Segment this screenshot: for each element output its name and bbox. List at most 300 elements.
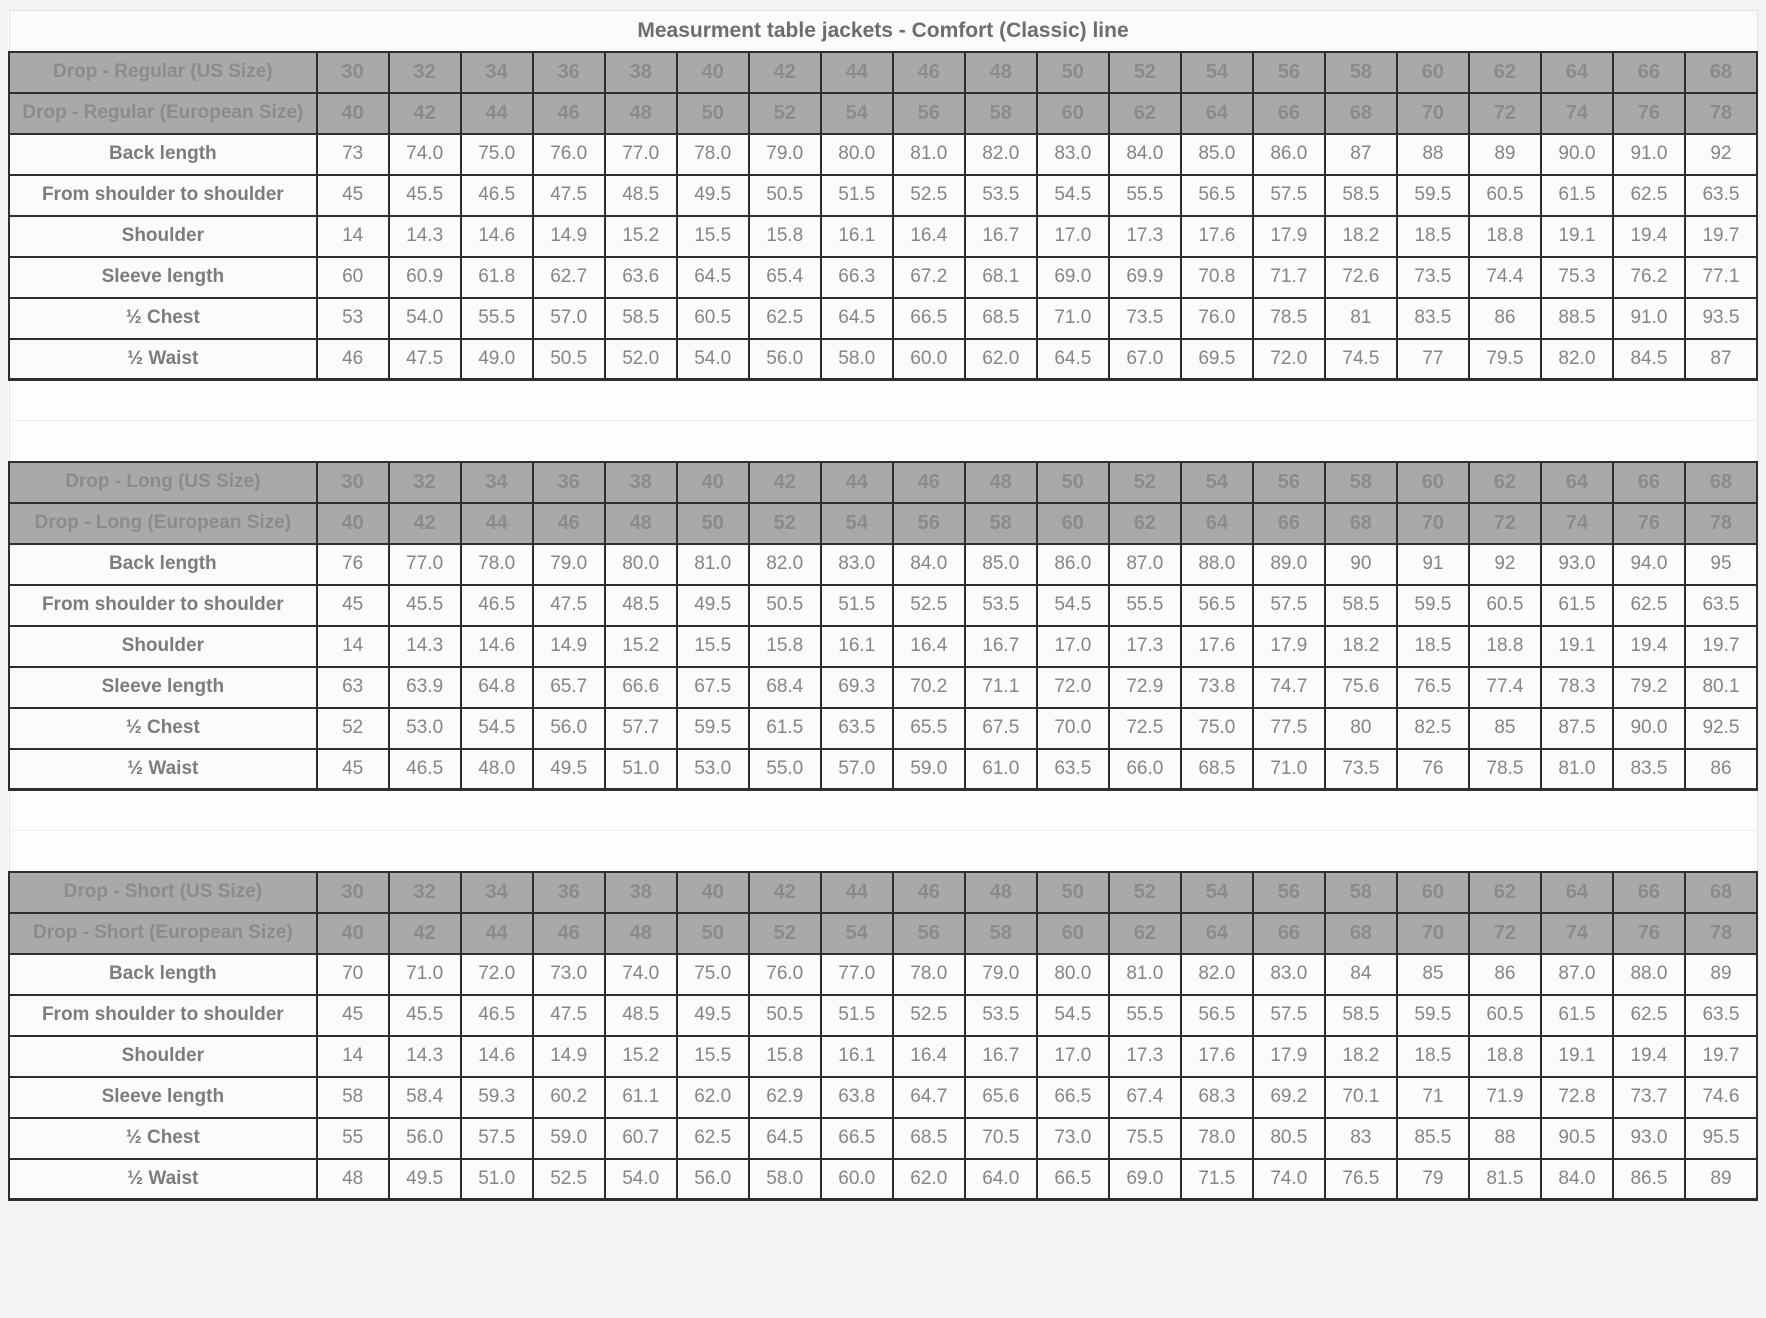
measurement-row-label: Back length bbox=[9, 134, 317, 175]
measurement-cell: 49.0 bbox=[461, 339, 533, 380]
measurement-row bbox=[9, 995, 1757, 1036]
measurement-cell: 61.8 bbox=[461, 257, 533, 298]
measurement-cell: 57.7 bbox=[605, 708, 677, 749]
measurement-cell: 14.3 bbox=[389, 626, 461, 667]
measurement-cell: 63.6 bbox=[605, 257, 677, 298]
measurement-cell: 62.7 bbox=[533, 257, 605, 298]
measurement-cell: 60.5 bbox=[1469, 175, 1541, 216]
measurement-cell: 78.0 bbox=[1181, 1118, 1253, 1159]
measurement-cell: 88.5 bbox=[1541, 298, 1613, 339]
us-size-header-cell: 62 bbox=[1469, 462, 1541, 503]
measurement-cell: 60.5 bbox=[677, 298, 749, 339]
measurement-cell: 79.5 bbox=[1469, 339, 1541, 380]
measurement-cell: 18.2 bbox=[1325, 626, 1397, 667]
measurement-cell: 62.0 bbox=[965, 339, 1037, 380]
us-size-header-cell: 56 bbox=[1253, 462, 1325, 503]
measurement-cell: 15.2 bbox=[605, 626, 677, 667]
measurement-cell: 77.5 bbox=[1253, 708, 1325, 749]
measurement-cell: 60.5 bbox=[1469, 585, 1541, 626]
measurement-cell: 84.0 bbox=[893, 544, 965, 585]
measurement-cell: 17.9 bbox=[1253, 216, 1325, 257]
measurement-cell: 85 bbox=[1469, 708, 1541, 749]
eu-size-header-cell: 50 bbox=[677, 93, 749, 134]
measurement-cell: 74.0 bbox=[605, 954, 677, 995]
measurement-cell: 19.7 bbox=[1685, 1036, 1757, 1077]
eu-size-header-cell: 60 bbox=[1037, 503, 1109, 544]
eu-size-header-cell: 40 bbox=[317, 913, 389, 954]
eu-size-header-cell: 78 bbox=[1685, 503, 1757, 544]
measurement-cell: 72.8 bbox=[1541, 1077, 1613, 1118]
measurement-cell: 16.7 bbox=[965, 216, 1037, 257]
measurement-cell: 56.5 bbox=[1181, 175, 1253, 216]
measurement-cell: 16.4 bbox=[893, 1036, 965, 1077]
measurement-cell: 77.1 bbox=[1685, 257, 1757, 298]
us-size-header-cell: 48 bbox=[965, 872, 1037, 913]
eu-size-header-cell: 54 bbox=[821, 503, 893, 544]
section-spacer-row bbox=[9, 380, 1757, 421]
us-size-header-row bbox=[9, 462, 1757, 503]
eu-size-header-cell: 42 bbox=[389, 93, 461, 134]
us-size-header-cell: 44 bbox=[821, 872, 893, 913]
measurement-cell: 68.5 bbox=[965, 298, 1037, 339]
measurement-cell: 71.0 bbox=[1253, 749, 1325, 790]
measurement-cell: 19.4 bbox=[1613, 626, 1685, 667]
measurement-cell: 83.5 bbox=[1613, 749, 1685, 790]
us-size-header-cell: 50 bbox=[1037, 52, 1109, 93]
us-size-header-cell: 54 bbox=[1181, 462, 1253, 503]
eu-size-header-cell: 64 bbox=[1181, 93, 1253, 134]
measurement-cell: 72.0 bbox=[461, 954, 533, 995]
measurement-cell: 74.7 bbox=[1253, 667, 1325, 708]
measurement-cell: 82.0 bbox=[749, 544, 821, 585]
measurement-row bbox=[9, 954, 1757, 995]
measurement-cell: 95 bbox=[1685, 544, 1757, 585]
measurement-cell: 50.5 bbox=[749, 585, 821, 626]
measurement-row bbox=[9, 749, 1757, 790]
us-size-header-cell: 34 bbox=[461, 462, 533, 503]
measurement-cell: 80.1 bbox=[1685, 667, 1757, 708]
measurement-cell: 57.5 bbox=[1253, 175, 1325, 216]
measurement-cell: 84.5 bbox=[1613, 339, 1685, 380]
measurement-cell: 45 bbox=[317, 995, 389, 1036]
eu-size-header-cell: 74 bbox=[1541, 93, 1613, 134]
section-spacer bbox=[9, 380, 1757, 421]
us-size-header-cell: 56 bbox=[1253, 52, 1325, 93]
eu-size-header-cell: 74 bbox=[1541, 503, 1613, 544]
measurement-cell: 72.5 bbox=[1109, 708, 1181, 749]
eu-size-header-row bbox=[9, 503, 1757, 544]
us-size-header-cell: 62 bbox=[1469, 52, 1541, 93]
measurement-cell: 64.0 bbox=[965, 1159, 1037, 1200]
measurement-cell: 67.2 bbox=[893, 257, 965, 298]
measurement-cell: 67.0 bbox=[1109, 339, 1181, 380]
measurement-cell: 17.6 bbox=[1181, 626, 1253, 667]
eu-size-header-cell: 52 bbox=[749, 913, 821, 954]
measurement-cell: 15.5 bbox=[677, 216, 749, 257]
measurement-cell: 67.5 bbox=[965, 708, 1037, 749]
eu-size-header-cell: 78 bbox=[1685, 93, 1757, 134]
measurement-cell: 74.0 bbox=[389, 134, 461, 175]
eu-size-header-cell: 46 bbox=[533, 503, 605, 544]
measurement-cell: 56.0 bbox=[533, 708, 605, 749]
measurement-cell: 14.9 bbox=[533, 1036, 605, 1077]
measurement-cell: 45 bbox=[317, 585, 389, 626]
measurement-cell: 15.2 bbox=[605, 1036, 677, 1077]
measurement-cell: 60.9 bbox=[389, 257, 461, 298]
eu-size-header-cell: 72 bbox=[1469, 503, 1541, 544]
measurement-cell: 55.5 bbox=[1109, 585, 1181, 626]
eu-size-header-cell: 56 bbox=[893, 503, 965, 544]
measurement-cell: 18.5 bbox=[1397, 626, 1469, 667]
measurement-cell: 16.1 bbox=[821, 626, 893, 667]
measurement-cell: 15.5 bbox=[677, 1036, 749, 1077]
measurement-cell: 70.0 bbox=[1037, 708, 1109, 749]
measurement-cell: 18.5 bbox=[1397, 216, 1469, 257]
us-size-header-cell: 34 bbox=[461, 52, 533, 93]
eu-size-header-label: Drop - Long (European Size) bbox=[9, 503, 317, 544]
measurement-cell: 61.5 bbox=[1541, 995, 1613, 1036]
measurement-cell: 55 bbox=[317, 1118, 389, 1159]
measurement-cell: 71.9 bbox=[1469, 1077, 1541, 1118]
measurement-cell: 64.8 bbox=[461, 667, 533, 708]
measurement-cell: 89 bbox=[1685, 1159, 1757, 1200]
measurement-cell: 90.0 bbox=[1541, 134, 1613, 175]
measurement-row bbox=[9, 585, 1757, 626]
measurement-cell: 14.9 bbox=[533, 216, 605, 257]
eu-size-header-cell: 66 bbox=[1253, 503, 1325, 544]
measurement-cell: 57.5 bbox=[1253, 585, 1325, 626]
measurement-cell: 54.5 bbox=[1037, 995, 1109, 1036]
measurement-cell: 86 bbox=[1469, 954, 1541, 995]
us-size-header-cell: 40 bbox=[677, 52, 749, 93]
us-size-header-cell: 50 bbox=[1037, 872, 1109, 913]
measurement-cell: 75.0 bbox=[677, 954, 749, 995]
measurement-row-label: ½ Chest bbox=[9, 298, 317, 339]
eu-size-header-cell: 72 bbox=[1469, 913, 1541, 954]
measurement-cell: 86 bbox=[1685, 749, 1757, 790]
us-size-header-cell: 48 bbox=[965, 462, 1037, 503]
measurement-cell: 62.0 bbox=[677, 1077, 749, 1118]
us-size-header-cell: 54 bbox=[1181, 52, 1253, 93]
eu-size-header-cell: 56 bbox=[893, 913, 965, 954]
eu-size-header-cell: 58 bbox=[965, 913, 1037, 954]
measurement-cell: 65.4 bbox=[749, 257, 821, 298]
measurement-cell: 15.8 bbox=[749, 626, 821, 667]
us-size-header-cell: 40 bbox=[677, 462, 749, 503]
measurement-cell: 61.5 bbox=[749, 708, 821, 749]
eu-size-header-cell: 52 bbox=[749, 93, 821, 134]
measurement-cell: 62.5 bbox=[749, 298, 821, 339]
measurement-cell: 54.5 bbox=[1037, 585, 1109, 626]
us-size-header-cell: 64 bbox=[1541, 52, 1613, 93]
measurement-cell: 69.0 bbox=[1037, 257, 1109, 298]
measurement-cell: 74.0 bbox=[1253, 1159, 1325, 1200]
measurement-cell: 91.0 bbox=[1613, 298, 1685, 339]
measurement-cell: 17.0 bbox=[1037, 1036, 1109, 1077]
measurement-row bbox=[9, 298, 1757, 339]
measurement-cell: 90.0 bbox=[1613, 708, 1685, 749]
measurement-cell: 62.5 bbox=[1613, 585, 1685, 626]
section-spacer bbox=[9, 831, 1757, 872]
measurement-cell: 19.1 bbox=[1541, 626, 1613, 667]
us-size-header-cell: 60 bbox=[1397, 52, 1469, 93]
measurement-row bbox=[9, 175, 1757, 216]
measurement-cell: 62.5 bbox=[677, 1118, 749, 1159]
measurement-cell: 76.0 bbox=[533, 134, 605, 175]
eu-size-header-cell: 70 bbox=[1397, 503, 1469, 544]
measurement-cell: 16.7 bbox=[965, 626, 1037, 667]
measurement-row bbox=[9, 1036, 1757, 1077]
measurement-cell: 82.0 bbox=[965, 134, 1037, 175]
us-size-header-cell: 36 bbox=[533, 872, 605, 913]
measurement-cell: 88.0 bbox=[1613, 954, 1685, 995]
measurement-cell: 63 bbox=[317, 667, 389, 708]
measurement-cell: 89 bbox=[1685, 954, 1757, 995]
section-spacer bbox=[9, 421, 1757, 462]
measurement-cell: 74.6 bbox=[1685, 1077, 1757, 1118]
measurement-cell: 64.5 bbox=[749, 1118, 821, 1159]
measurement-table bbox=[8, 10, 1758, 1201]
measurement-row bbox=[9, 1159, 1757, 1200]
measurement-cell: 16.4 bbox=[893, 626, 965, 667]
eu-size-header-label: Drop - Regular (European Size) bbox=[9, 93, 317, 134]
measurement-cell: 58.5 bbox=[1325, 175, 1397, 216]
measurement-cell: 49.5 bbox=[533, 749, 605, 790]
measurement-row-label: Shoulder bbox=[9, 216, 317, 257]
measurement-cell: 18.2 bbox=[1325, 216, 1397, 257]
us-size-header-cell: 42 bbox=[749, 872, 821, 913]
measurement-cell: 19.4 bbox=[1613, 216, 1685, 257]
us-size-header-cell: 38 bbox=[605, 52, 677, 93]
measurement-cell: 78.5 bbox=[1469, 749, 1541, 790]
measurement-cell: 51.5 bbox=[821, 995, 893, 1036]
measurement-cell: 75.0 bbox=[1181, 708, 1253, 749]
measurement-cell: 61.5 bbox=[1541, 585, 1613, 626]
measurement-cell: 72.0 bbox=[1037, 667, 1109, 708]
measurement-cell: 79.0 bbox=[965, 954, 1037, 995]
measurement-row bbox=[9, 544, 1757, 585]
title-row bbox=[9, 11, 1757, 52]
measurement-cell: 58 bbox=[317, 1077, 389, 1118]
measurement-cell: 75.5 bbox=[1109, 1118, 1181, 1159]
measurement-cell: 64.5 bbox=[1037, 339, 1109, 380]
measurement-cell: 81.0 bbox=[1109, 954, 1181, 995]
eu-size-header-cell: 42 bbox=[389, 503, 461, 544]
measurement-cell: 61.0 bbox=[965, 749, 1037, 790]
measurement-cell: 87.0 bbox=[1109, 544, 1181, 585]
measurement-cell: 17.6 bbox=[1181, 1036, 1253, 1077]
measurement-cell: 70.2 bbox=[893, 667, 965, 708]
us-size-header-cell: 42 bbox=[749, 462, 821, 503]
eu-size-header-cell: 72 bbox=[1469, 93, 1541, 134]
measurement-cell: 69.0 bbox=[1109, 1159, 1181, 1200]
measurement-row-label: Shoulder bbox=[9, 626, 317, 667]
measurement-cell: 48 bbox=[317, 1159, 389, 1200]
eu-size-header-cell: 62 bbox=[1109, 93, 1181, 134]
measurement-cell: 91 bbox=[1397, 544, 1469, 585]
eu-size-header-cell: 56 bbox=[893, 93, 965, 134]
measurement-cell: 66.0 bbox=[1109, 749, 1181, 790]
measurement-cell: 63.5 bbox=[1685, 995, 1757, 1036]
measurement-cell: 63.5 bbox=[1037, 749, 1109, 790]
measurement-cell: 18.8 bbox=[1469, 1036, 1541, 1077]
measurement-cell: 14 bbox=[317, 626, 389, 667]
eu-size-header-label: Drop - Short (European Size) bbox=[9, 913, 317, 954]
measurement-cell: 74.5 bbox=[1325, 339, 1397, 380]
measurement-cell: 53.0 bbox=[677, 749, 749, 790]
measurement-cell: 46.5 bbox=[461, 585, 533, 626]
us-size-header-cell: 50 bbox=[1037, 462, 1109, 503]
measurement-cell: 46.5 bbox=[461, 995, 533, 1036]
measurement-cell: 17.9 bbox=[1253, 626, 1325, 667]
measurement-row-label: From shoulder to shoulder bbox=[9, 585, 317, 626]
us-size-header-cell: 42 bbox=[749, 52, 821, 93]
measurement-cell: 45.5 bbox=[389, 995, 461, 1036]
measurement-cell: 80.5 bbox=[1253, 1118, 1325, 1159]
eu-size-header-cell: 76 bbox=[1613, 503, 1685, 544]
measurement-cell: 49.5 bbox=[677, 995, 749, 1036]
measurement-cell: 17.0 bbox=[1037, 626, 1109, 667]
us-size-header-cell: 58 bbox=[1325, 462, 1397, 503]
eu-size-header-cell: 48 bbox=[605, 93, 677, 134]
us-size-header-cell: 66 bbox=[1613, 462, 1685, 503]
measurement-cell: 57.0 bbox=[821, 749, 893, 790]
measurement-cell: 50.5 bbox=[533, 339, 605, 380]
measurement-cell: 72.6 bbox=[1325, 257, 1397, 298]
measurement-cell: 58.5 bbox=[605, 298, 677, 339]
measurement-cell: 74.4 bbox=[1469, 257, 1541, 298]
measurement-row bbox=[9, 257, 1757, 298]
measurement-cell: 71.1 bbox=[965, 667, 1037, 708]
measurement-cell: 54.5 bbox=[461, 708, 533, 749]
measurement-cell: 45 bbox=[317, 175, 389, 216]
measurement-cell: 63.8 bbox=[821, 1077, 893, 1118]
measurement-cell: 86 bbox=[1469, 298, 1541, 339]
measurement-cell: 18.2 bbox=[1325, 1036, 1397, 1077]
measurement-cell: 88.0 bbox=[1181, 544, 1253, 585]
measurement-cell: 79.0 bbox=[749, 134, 821, 175]
eu-size-header-cell: 74 bbox=[1541, 913, 1613, 954]
us-size-header-cell: 32 bbox=[389, 462, 461, 503]
eu-size-header-cell: 66 bbox=[1253, 913, 1325, 954]
measurement-cell: 48.5 bbox=[605, 175, 677, 216]
eu-size-header-cell: 42 bbox=[389, 913, 461, 954]
measurement-cell: 15.8 bbox=[749, 216, 821, 257]
us-size-header-cell: 46 bbox=[893, 872, 965, 913]
measurement-cell: 71.0 bbox=[389, 954, 461, 995]
measurement-cell: 93.5 bbox=[1685, 298, 1757, 339]
measurement-cell: 54.0 bbox=[389, 298, 461, 339]
us-size-header-cell: 30 bbox=[317, 52, 389, 93]
measurement-cell: 59.5 bbox=[1397, 995, 1469, 1036]
measurement-cell: 95.5 bbox=[1685, 1118, 1757, 1159]
table-title: Measurment table jackets - Comfort (Classic) line bbox=[9, 11, 1757, 52]
measurement-cell: 56.0 bbox=[749, 339, 821, 380]
measurement-row bbox=[9, 667, 1757, 708]
measurement-cell: 85 bbox=[1397, 954, 1469, 995]
measurement-cell: 46.5 bbox=[461, 175, 533, 216]
measurement-cell: 63.9 bbox=[389, 667, 461, 708]
measurement-cell: 47.5 bbox=[389, 339, 461, 380]
measurement-cell: 53.5 bbox=[965, 175, 1037, 216]
section-spacer-row bbox=[9, 831, 1757, 872]
measurement-cell: 14.3 bbox=[389, 216, 461, 257]
measurement-row-label: From shoulder to shoulder bbox=[9, 995, 317, 1036]
measurement-cell: 93.0 bbox=[1541, 544, 1613, 585]
measurement-cell: 49.5 bbox=[389, 1159, 461, 1200]
us-size-header-label: Drop - Long (US Size) bbox=[9, 462, 317, 503]
section-spacer-row bbox=[9, 790, 1757, 831]
measurement-cell: 17.9 bbox=[1253, 1036, 1325, 1077]
us-size-header-cell: 56 bbox=[1253, 872, 1325, 913]
measurement-cell: 71.5 bbox=[1181, 1159, 1253, 1200]
measurement-cell: 66.5 bbox=[1037, 1077, 1109, 1118]
us-size-header-cell: 60 bbox=[1397, 872, 1469, 913]
measurement-cell: 78.0 bbox=[893, 954, 965, 995]
measurement-cell: 71.7 bbox=[1253, 257, 1325, 298]
measurement-cell: 77.0 bbox=[389, 544, 461, 585]
eu-size-header-cell: 54 bbox=[821, 913, 893, 954]
measurement-cell: 72.0 bbox=[1253, 339, 1325, 380]
measurement-cell: 58.0 bbox=[821, 339, 893, 380]
measurement-cell: 56.0 bbox=[677, 1159, 749, 1200]
measurement-cell: 66.3 bbox=[821, 257, 893, 298]
measurement-cell: 54.5 bbox=[1037, 175, 1109, 216]
measurement-cell: 73.5 bbox=[1397, 257, 1469, 298]
measurement-cell: 85.0 bbox=[965, 544, 1037, 585]
measurement-cell: 73.5 bbox=[1325, 749, 1397, 790]
measurement-cell: 79 bbox=[1397, 1159, 1469, 1200]
eu-size-header-cell: 64 bbox=[1181, 503, 1253, 544]
measurement-row bbox=[9, 1077, 1757, 1118]
us-size-header-cell: 36 bbox=[533, 52, 605, 93]
measurement-cell: 73.0 bbox=[1037, 1118, 1109, 1159]
measurement-cell: 61.1 bbox=[605, 1077, 677, 1118]
measurement-cell: 76.5 bbox=[1325, 1159, 1397, 1200]
measurement-cell: 71.0 bbox=[1037, 298, 1109, 339]
measurement-cell: 85.0 bbox=[1181, 134, 1253, 175]
measurement-cell: 78.5 bbox=[1253, 298, 1325, 339]
measurement-row-label: From shoulder to shoulder bbox=[9, 175, 317, 216]
us-size-header-cell: 38 bbox=[605, 462, 677, 503]
measurement-cell: 73.8 bbox=[1181, 667, 1253, 708]
measurement-cell: 14.6 bbox=[461, 626, 533, 667]
measurement-cell: 18.5 bbox=[1397, 1036, 1469, 1077]
measurement-cell: 55.5 bbox=[1109, 175, 1181, 216]
measurement-cell: 77.0 bbox=[605, 134, 677, 175]
measurement-cell: 47.5 bbox=[533, 175, 605, 216]
measurement-cell: 89 bbox=[1469, 134, 1541, 175]
measurement-cell: 14.9 bbox=[533, 626, 605, 667]
measurement-cell: 51.5 bbox=[821, 585, 893, 626]
measurement-cell: 55.0 bbox=[749, 749, 821, 790]
eu-size-header-cell: 68 bbox=[1325, 93, 1397, 134]
measurement-cell: 58.0 bbox=[749, 1159, 821, 1200]
measurement-cell: 19.4 bbox=[1613, 1036, 1685, 1077]
us-size-header-cell: 68 bbox=[1685, 52, 1757, 93]
measurement-cell: 63.5 bbox=[821, 708, 893, 749]
measurement-cell: 48.0 bbox=[461, 749, 533, 790]
measurement-cell: 69.2 bbox=[1253, 1077, 1325, 1118]
measurement-cell: 59.5 bbox=[1397, 585, 1469, 626]
us-size-header-cell: 62 bbox=[1469, 872, 1541, 913]
measurement-cell: 86.0 bbox=[1253, 134, 1325, 175]
measurement-cell: 18.8 bbox=[1469, 626, 1541, 667]
measurement-row-label: ½ Waist bbox=[9, 1159, 317, 1200]
measurement-cell: 64.7 bbox=[893, 1077, 965, 1118]
measurement-cell: 75.6 bbox=[1325, 667, 1397, 708]
eu-size-header-cell: 52 bbox=[749, 503, 821, 544]
